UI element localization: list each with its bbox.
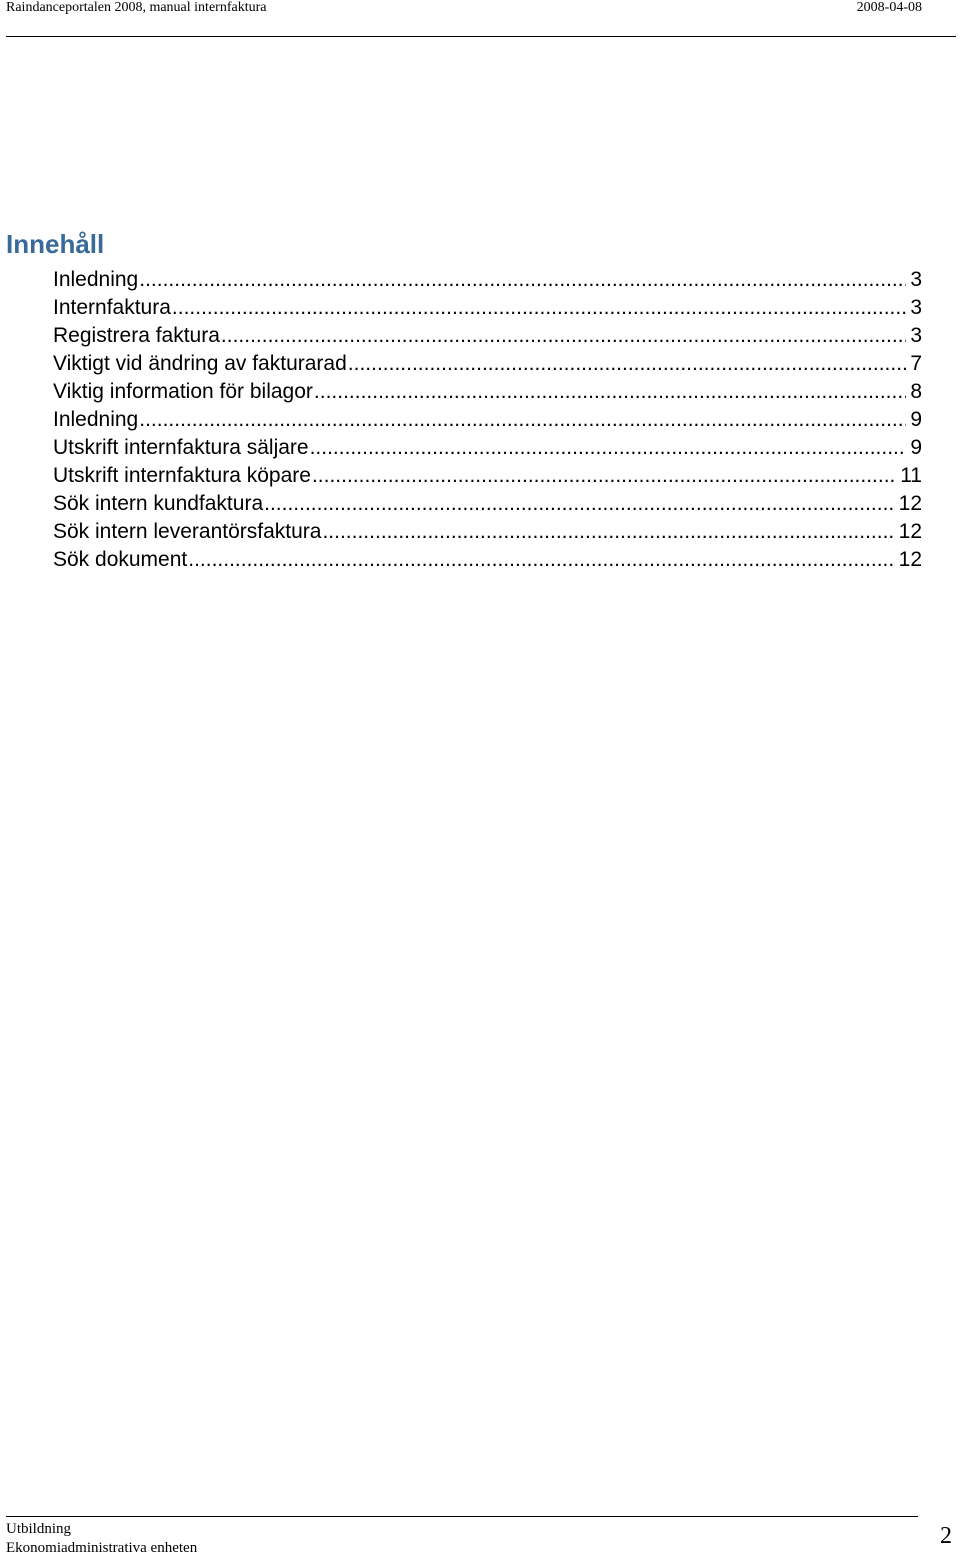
toc-dot-leader bbox=[322, 518, 894, 546]
toc-dot-leader bbox=[188, 546, 894, 574]
toc-dot-leader bbox=[312, 462, 896, 490]
toc-dot-leader bbox=[139, 406, 906, 434]
toc-entry[interactable] bbox=[53, 322, 922, 350]
toc-dot-leader bbox=[264, 490, 895, 518]
toc-entry[interactable] bbox=[53, 434, 922, 462]
toc-entry-page: 3 bbox=[910, 296, 922, 319]
toc-entry-label: Inledning bbox=[53, 268, 139, 291]
footer-unit: Ekonomiadministrativa enheten bbox=[6, 1540, 198, 1556]
toc-entry-label: Viktig information för bilagor bbox=[53, 380, 313, 403]
toc-entry-page: 8 bbox=[910, 380, 922, 403]
toc-entry-page: 3 bbox=[910, 324, 922, 347]
toc-dot-leader bbox=[310, 434, 907, 462]
toc-entry-label: Registrera faktura bbox=[53, 324, 220, 347]
toc-entry-page: 3 bbox=[910, 268, 922, 291]
toc-dot-leader bbox=[314, 378, 906, 406]
toc-entry-page: 12 bbox=[898, 492, 922, 515]
toc-dot-leader bbox=[139, 266, 906, 294]
toc-entry[interactable] bbox=[53, 490, 922, 518]
page-footer bbox=[6, 1516, 952, 1558]
toc-entry[interactable] bbox=[53, 406, 922, 434]
toc-dot-leader bbox=[348, 350, 907, 378]
toc-dot-leader bbox=[172, 294, 906, 322]
toc-entry-label: Sök intern leverantörsfaktura bbox=[53, 520, 322, 543]
toc-entry-label: Utskrift internfaktura säljare bbox=[53, 436, 309, 459]
toc-entry[interactable] bbox=[53, 518, 922, 546]
footer-divider bbox=[6, 1516, 918, 1517]
toc-list bbox=[6, 266, 922, 574]
page-header bbox=[6, 0, 956, 37]
toc-entry-label: Sök intern kundfaktura bbox=[53, 492, 264, 515]
toc-entry-label: Utskrift internfaktura köpare bbox=[53, 464, 311, 487]
toc-entry-page: 12 bbox=[898, 520, 922, 543]
toc-entry-label: Inledning bbox=[53, 408, 139, 431]
toc-entry[interactable] bbox=[53, 294, 922, 322]
toc-entry[interactable] bbox=[53, 462, 922, 490]
toc-entry-label: Internfaktura bbox=[53, 296, 171, 319]
table-of-contents bbox=[6, 226, 922, 574]
toc-entry-page: 12 bbox=[898, 548, 922, 571]
toc-entry[interactable] bbox=[53, 266, 922, 294]
page-number: 2 bbox=[940, 1523, 952, 1549]
document-title: Raindanceportalen 2008, manual internfaktura bbox=[6, 0, 267, 15]
toc-entry-page: 7 bbox=[910, 352, 922, 375]
toc-dot-leader bbox=[221, 322, 906, 350]
toc-heading: Innehåll bbox=[6, 229, 105, 259]
document-date: 2008-04-08 bbox=[856, 0, 922, 15]
toc-entry[interactable] bbox=[53, 546, 922, 574]
toc-entry[interactable] bbox=[53, 350, 922, 378]
footer-department: Utbildning bbox=[6, 1521, 72, 1537]
toc-entry-page: 9 bbox=[910, 436, 922, 459]
toc-entry-label: Sök dokument bbox=[53, 548, 188, 571]
toc-entry-label: Viktigt vid ändring av fakturarad bbox=[53, 352, 347, 375]
toc-entry-page: 11 bbox=[900, 464, 922, 487]
toc-entry[interactable] bbox=[53, 378, 922, 406]
toc-entry-page: 9 bbox=[910, 408, 922, 431]
